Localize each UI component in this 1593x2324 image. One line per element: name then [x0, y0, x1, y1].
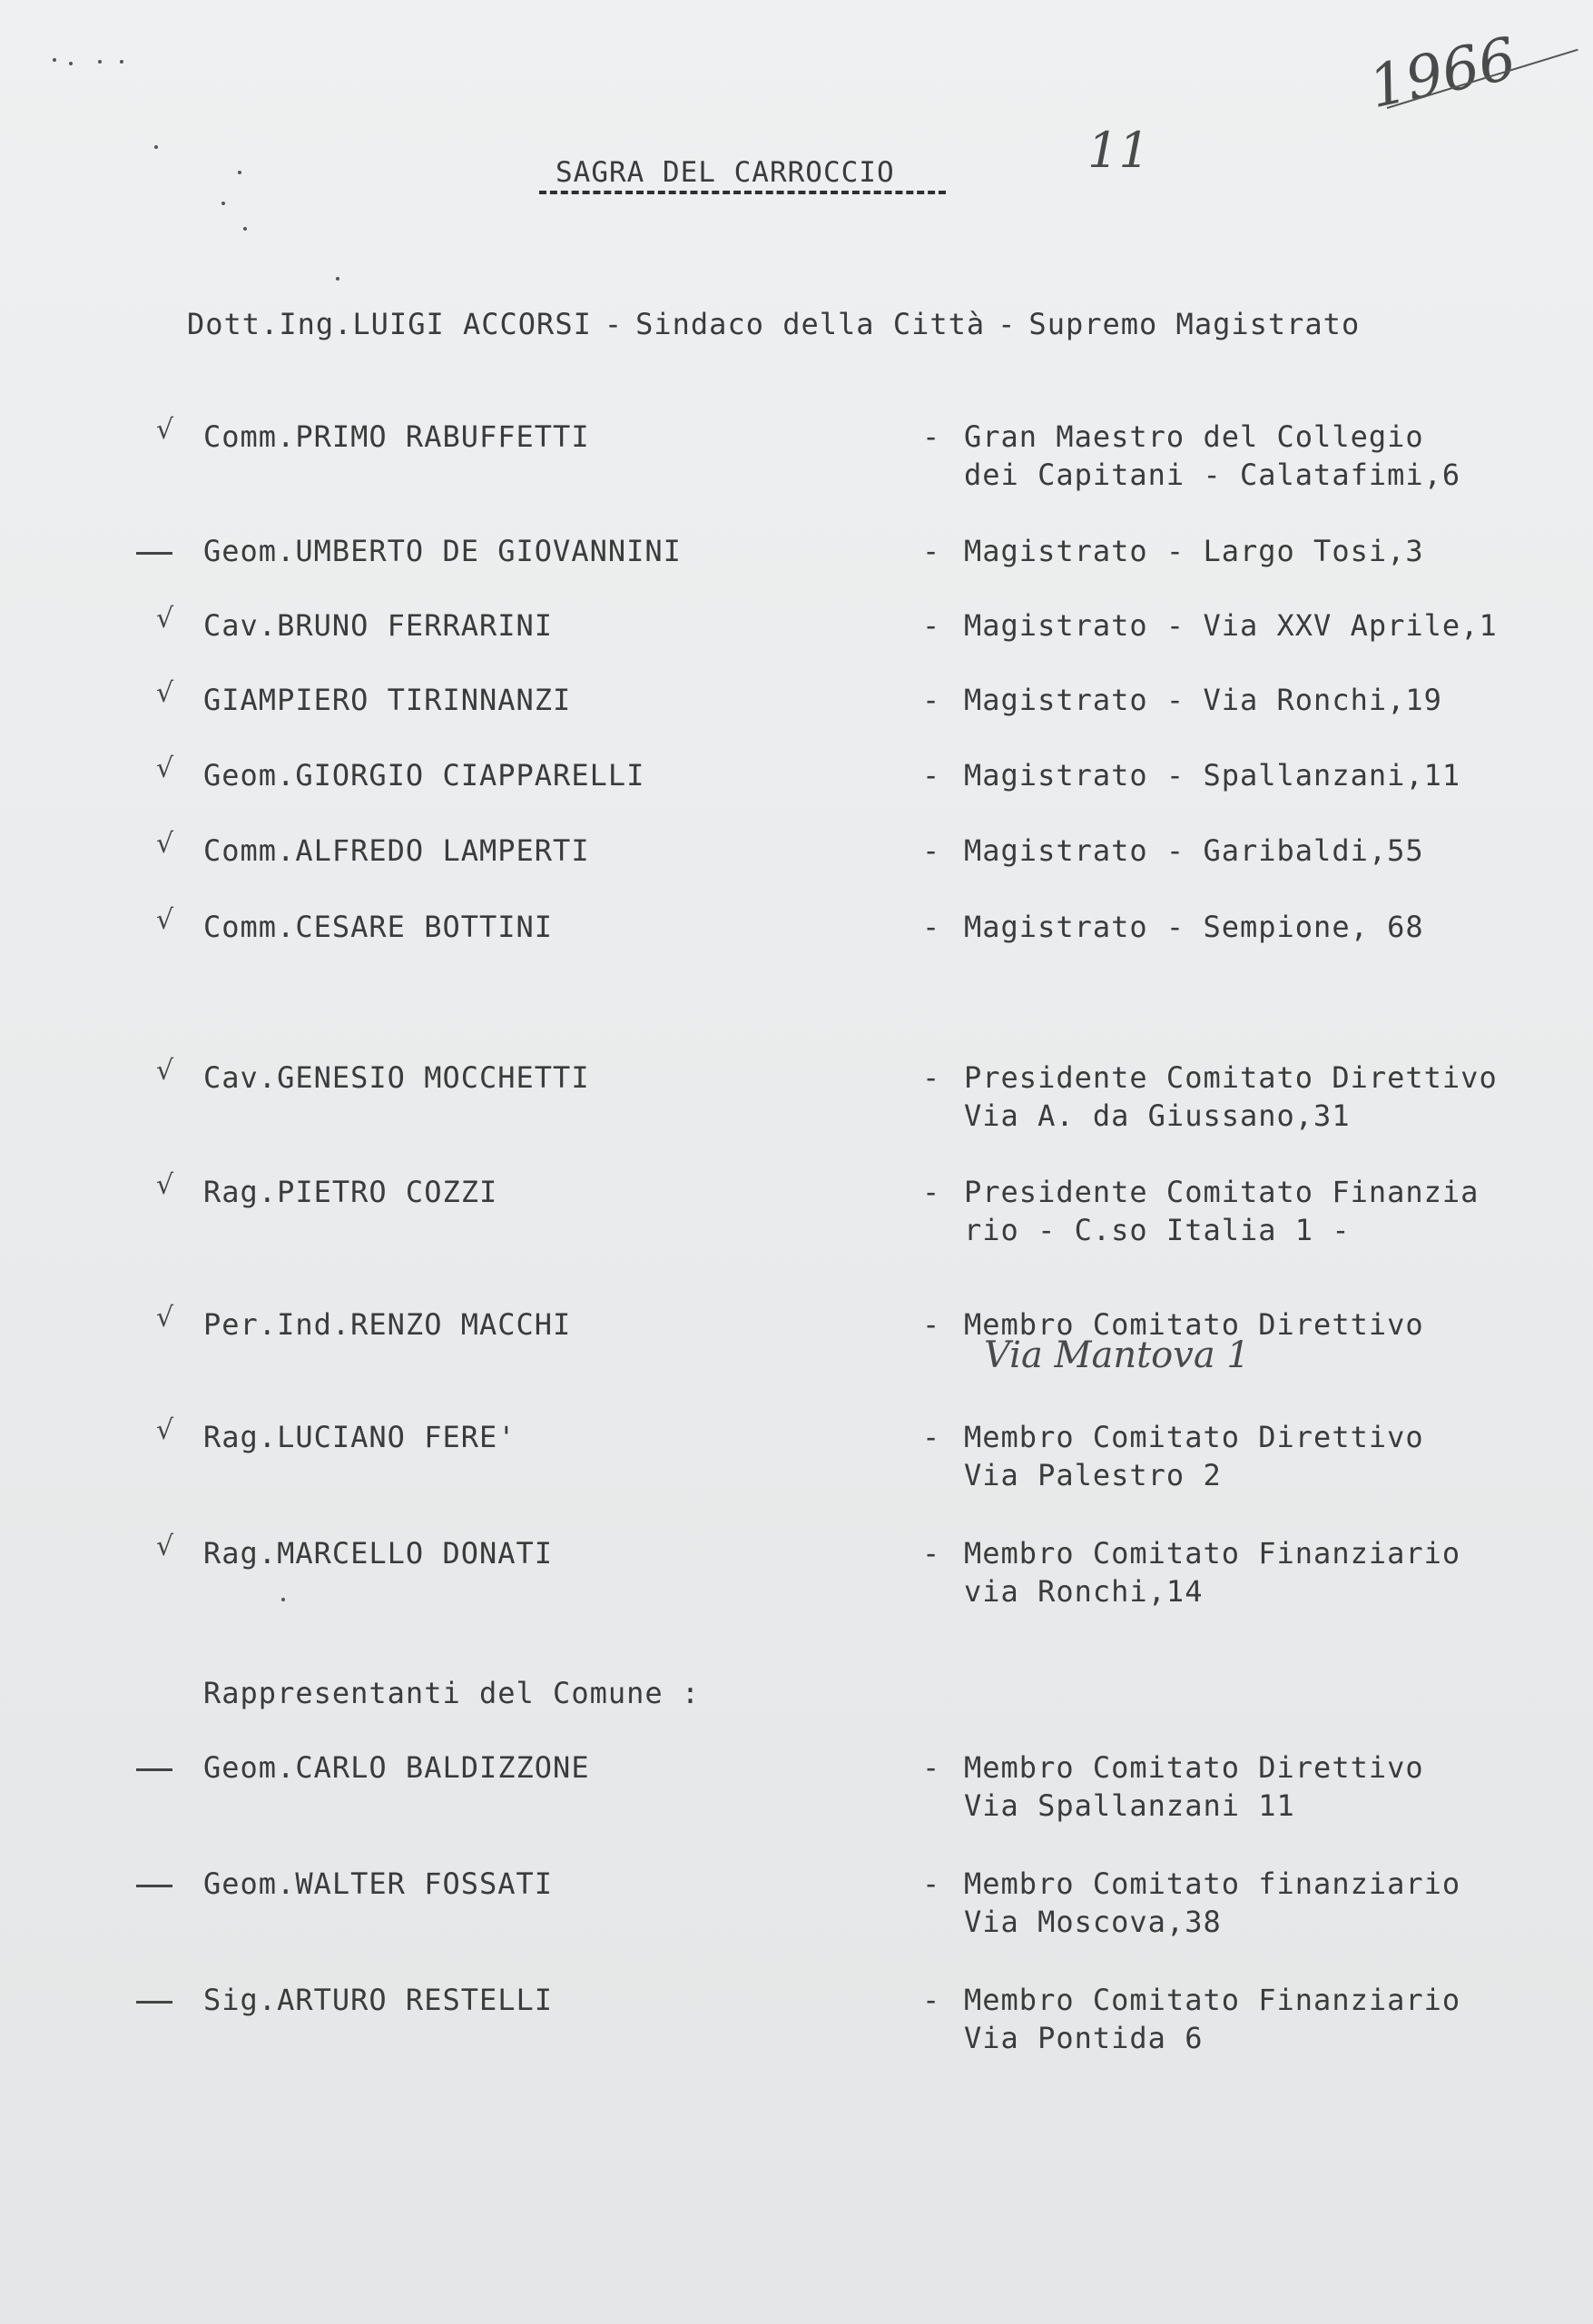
section-heading: Rappresentanti del Comune : [203, 1676, 701, 1710]
role-dash: - [922, 1420, 941, 1454]
dash-mark-icon [136, 1885, 172, 1887]
member-role: Magistrato - Via XXV Aprile,1 [964, 608, 1498, 643]
role-dash: - [922, 1983, 941, 2017]
representative-address: Via Pontida 6 [964, 2021, 1204, 2055]
member-role: Magistrato - Sempione, 68 [964, 910, 1424, 944]
member-role: Gran Maestro del Collegio [964, 419, 1424, 454]
member-role: Magistrato - Spallanzani,11 [964, 758, 1461, 793]
check-mark-icon: √ [156, 677, 174, 709]
member-role: Membro Comitato Direttivo [964, 1420, 1424, 1454]
ink-speck [69, 62, 73, 65]
ink-speck [120, 60, 123, 64]
check-mark-icon: √ [156, 1414, 174, 1446]
representative-name: Sig.ARTURO RESTELLI [203, 1983, 554, 2017]
representative-role: Membro Comitato Direttivo [964, 1750, 1424, 1785]
member-name: Cav.BRUNO FERRARINI [203, 608, 554, 643]
member-name: Rag.LUCIANO FERE' [203, 1420, 516, 1454]
mayor-name: Dott.Ing.LUIGI ACCORSI [187, 307, 592, 341]
handwritten-page-number: 11 [1087, 122, 1150, 179]
member-name: Cav.GENESIO MOCCHETTI [203, 1060, 590, 1095]
dash-mark-icon [136, 552, 172, 555]
check-mark-icon: √ [156, 603, 174, 635]
role-dash: - [922, 833, 941, 868]
representative-role: Membro Comitato Finanziario [964, 1983, 1461, 2017]
handwritten-address: Via Mantova 1 [984, 1334, 1250, 1376]
mayor-role: Sindaco della Città [635, 307, 986, 341]
ink-speck [281, 1598, 285, 1601]
role-dash: - [922, 608, 941, 643]
member-role: Presidente Comitato Direttivo [964, 1060, 1498, 1095]
handwritten-year: 1966 [1363, 25, 1522, 123]
member-name: Comm.ALFREDO LAMPERTI [203, 833, 590, 868]
ink-speck [221, 202, 225, 205]
member-role: Magistrato - Via Ronchi,19 [964, 683, 1442, 717]
role-dash: - [922, 910, 941, 944]
role-dash: - [922, 1536, 941, 1571]
member-name: Geom.GIORGIO CIAPPARELLI [203, 758, 645, 793]
representative-address: Via Spallanzani 11 [964, 1788, 1295, 1823]
role-dash: - [922, 1307, 941, 1342]
separator-dash: - [604, 307, 624, 341]
check-mark-icon: √ [156, 1531, 174, 1562]
representative-name: Geom.CARLO BALDIZZONE [203, 1750, 590, 1785]
check-mark-icon: √ [156, 753, 174, 784]
representative-address: Via Moscova,38 [964, 1905, 1222, 1939]
member-name: Per.Ind.RENZO MACCHI [203, 1307, 572, 1342]
member-role: Presidente Comitato Finanzia [964, 1175, 1480, 1209]
member-name: Rag.PIETRO COZZI [203, 1175, 498, 1209]
role-dash: - [922, 683, 941, 717]
check-mark-icon: √ [156, 828, 174, 860]
member-address: Via A. da Giussano,31 [964, 1098, 1351, 1133]
member-address: dei Capitani - Calatafimi,6 [964, 458, 1461, 492]
separator-dash: - [998, 307, 1017, 341]
member-role: Membro Comitato Finanziario [964, 1536, 1461, 1571]
check-mark-icon: √ [156, 414, 174, 446]
document-title: SAGRA DEL CARROCCIO [556, 156, 895, 189]
dash-mark-icon [136, 2001, 172, 2004]
representative-name: Geom.WALTER FOSSATI [203, 1866, 554, 1901]
check-mark-icon: √ [156, 1169, 174, 1201]
ink-speck [238, 171, 241, 174]
member-name: Comm.PRIMO RABUFFETTI [203, 419, 590, 454]
ink-speck [98, 60, 102, 64]
role-dash: - [922, 1866, 941, 1901]
member-address: Via Palestro 2 [964, 1458, 1222, 1492]
member-name: GIAMPIERO TIRINNANZI [203, 683, 572, 717]
member-name: Geom.UMBERTO DE GIOVANNINI [203, 534, 682, 568]
role-dash: - [922, 758, 941, 793]
ink-speck [336, 277, 339, 281]
title-underline [539, 191, 946, 194]
ink-speck [53, 58, 56, 62]
ink-speck [243, 227, 247, 231]
mayor-title: Supremo Magistrato [1028, 307, 1361, 341]
mayor-line [187, 307, 1360, 341]
role-dash: - [922, 534, 941, 568]
dash-mark-icon [136, 1768, 172, 1771]
role-dash: - [922, 1060, 941, 1095]
role-dash: - [922, 419, 941, 454]
role-dash: - [922, 1750, 941, 1785]
member-role: Magistrato - Largo Tosi,3 [964, 534, 1424, 568]
member-name: Comm.CESARE BOTTINI [203, 910, 554, 944]
member-role: Magistrato - Garibaldi,55 [964, 833, 1424, 868]
representative-role: Membro Comitato finanziario [964, 1866, 1461, 1901]
check-mark-icon: √ [156, 1055, 174, 1087]
role-dash: - [922, 1175, 941, 1209]
member-role: Membro Comitato Direttivo [964, 1307, 1424, 1342]
check-mark-icon: √ [156, 904, 174, 936]
ink-speck [154, 145, 158, 149]
member-address: rio - C.so Italia 1 - [964, 1213, 1351, 1247]
member-address: via Ronchi,14 [964, 1574, 1204, 1609]
member-name: Rag.MARCELLO DONATI [203, 1536, 554, 1571]
check-mark-icon: √ [156, 1302, 174, 1334]
